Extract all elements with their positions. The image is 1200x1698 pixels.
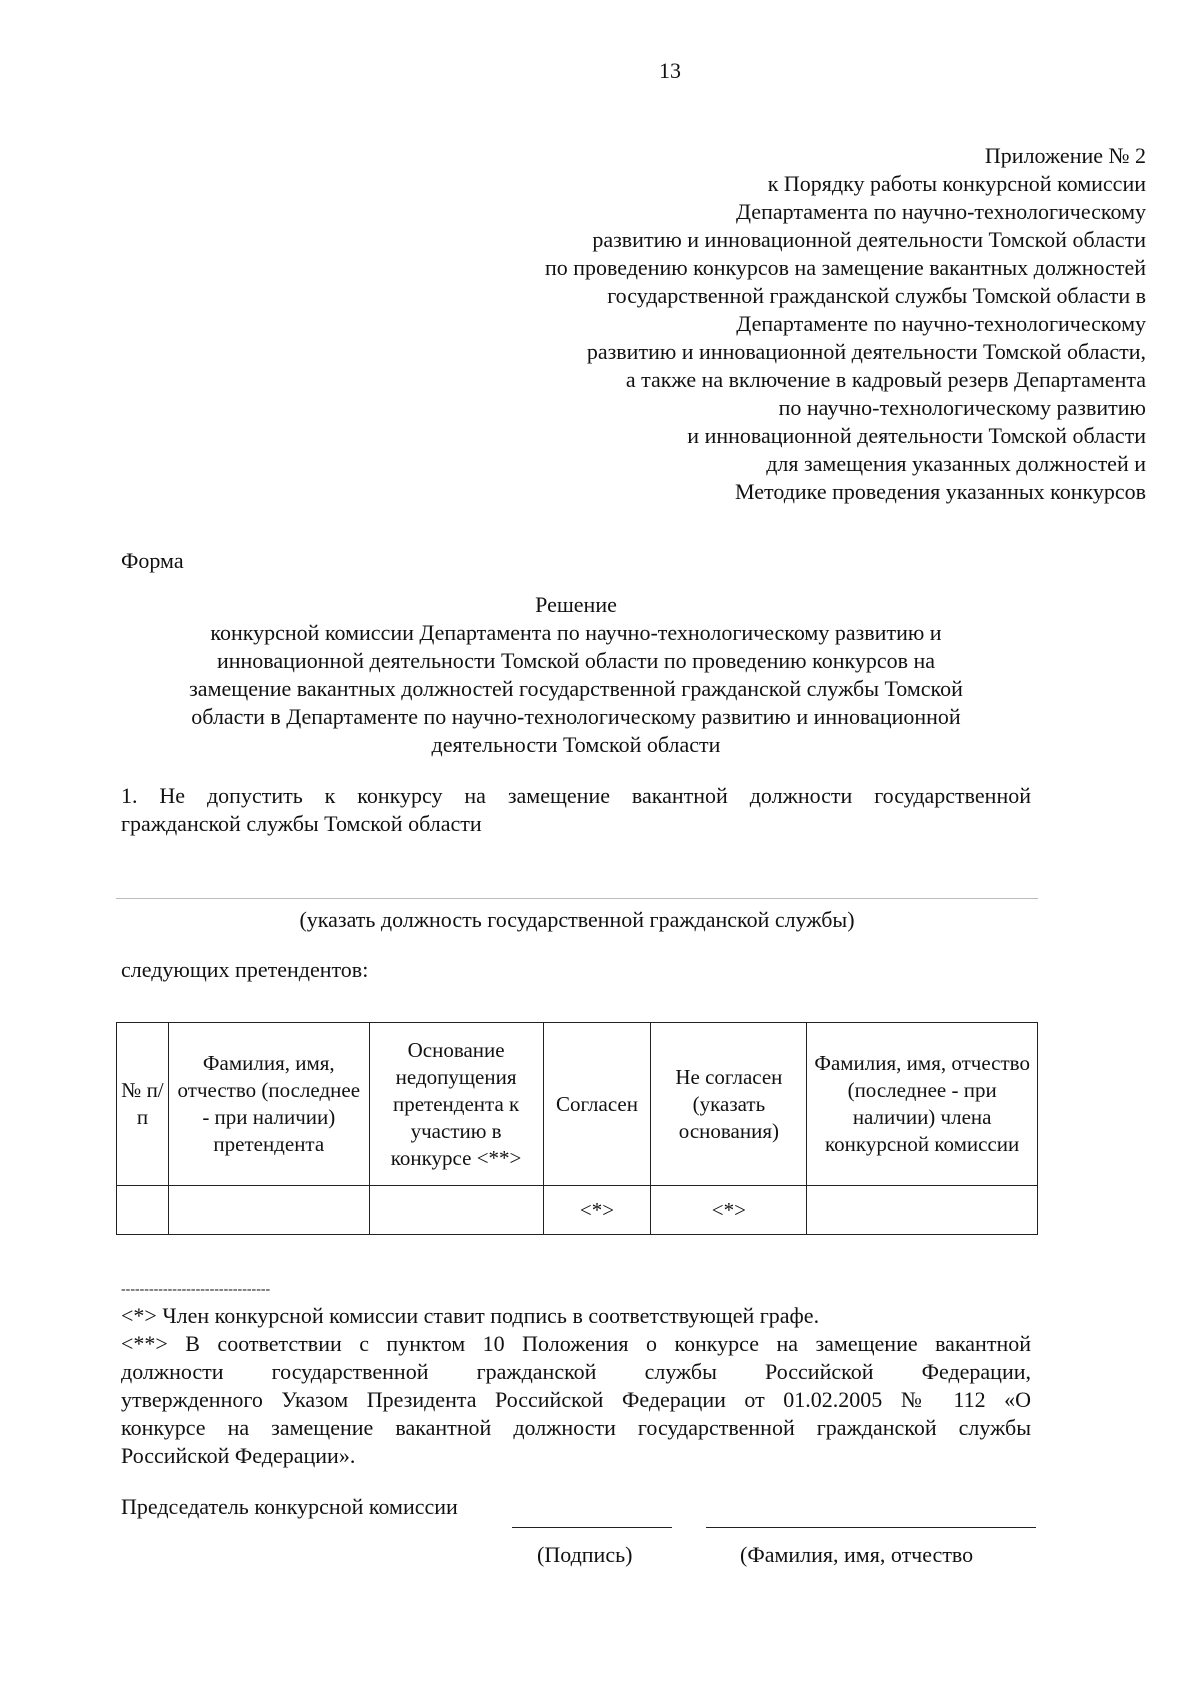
decision-title-line: замещение вакантных должностей государственной гражданской службы Томской [189,676,963,701]
form-label: Форма [121,548,184,573]
appendix-line: к Порядку работы конкурсной комиссии [767,171,1146,196]
name-caption: (Фамилия, имя, отчество [740,1542,974,1567]
appendix-line: Методике проведения указанных конкурсов [734,479,1146,504]
footnote-2-line: Российской Федерации». [121,1443,356,1468]
cell-number [117,1186,169,1235]
footnote-1: <*> Член конкурсной комиссии ставит подпись в соответствующей графе. [121,1303,820,1328]
table-header-row [117,1023,1038,1186]
cell-rejection-reason [369,1186,543,1235]
cell-agree: <*> [543,1186,651,1235]
clause-1-line: 1. Не допустить к конкурсу на замещение вакантной должности государственной [121,783,1031,808]
header-disagree: Не согласен (указать основания) [651,1023,807,1186]
footnote-2-line: конкурсе на замещение вакантной должности государственной гражданской службы [121,1415,1031,1440]
footnotes [121,1302,1031,1470]
appendix-line: по проведению конкурсов на замещение вакантных должностей [544,255,1146,280]
decision-title [121,591,1031,759]
appendix-line: и инновационной деятельности Томской области [687,423,1146,448]
cell-applicant-name [168,1186,369,1235]
header-agree: Согласен [543,1023,651,1186]
appendix-line: государственной гражданской службы Томской области в [607,283,1146,308]
header-applicant-name: Фамилия, имя, отчество (последнее - при наличии) претендента [168,1023,369,1186]
footnote-2-line: утвержденного Указом Президента Российской Федерации от 01.02.2005 № 112 «О [121,1387,1031,1412]
footnote-2-line: должности государственной гражданской службы Российской Федерации, [121,1359,1031,1384]
applicants-label: следующих претендентов: [121,957,369,982]
applicants-table [116,1022,1038,1235]
position-fill-line [116,898,1038,899]
appendix-line: развитию и инновационной деятельности Томской области [592,227,1146,252]
appendix-line: Приложение № 2 [984,143,1146,168]
appendix-line: по научно-технологическому развитию [778,395,1146,420]
table-row [117,1186,1038,1235]
decision-title-line: конкурсной комиссии Департамента по научно-технологическому развитию и [210,620,942,645]
header-number: № п/п [117,1023,169,1186]
position-caption: (указать должность государственной гражданской службы) [299,907,855,932]
clause-1 [121,782,1031,838]
name-line [706,1527,1036,1528]
appendix-line: Департаменте по научно-технологическому [736,311,1146,336]
signature-caption: (Подпись) [537,1542,633,1567]
decision-title-line: инновационной деятельности Томской области по проведению конкурсов на [216,648,936,673]
appendix-line: Департамента по научно-технологическому [736,199,1146,224]
decision-title-line: области в Департаменте по научно-технологическому развитию и инновационной [191,704,961,729]
header-rejection-reason: Основание недопущения претендента к участию в конкурсе <**> [369,1023,543,1186]
signature-line [512,1527,672,1528]
appendix-header [346,142,1146,506]
appendix-line: развитию и инновационной деятельности Томской области, [586,339,1146,364]
decision-title-line: деятельности Томской области [431,732,721,757]
footnote-2-line: <**> В соответствии с пунктом 10 Положения о конкурсе на замещение вакантной [121,1331,1031,1356]
cell-disagree: <*> [651,1186,807,1235]
header-commission-member: Фамилия, имя, отчество (последнее - при наличии) члена конкурсной комиссии [807,1023,1038,1186]
cell-commission-member [807,1186,1038,1235]
appendix-line: а также на включение в кадровый резерв Департамента [625,367,1146,392]
clause-1-line: гражданской службы Томской области [121,811,482,836]
page-number: 13 [659,58,681,83]
footnote-separator: -------------------------------- [121,1282,271,1297]
appendix-line: для замещения указанных должностей и [766,451,1146,476]
decision-title-line: Решение [535,592,617,617]
chair-label: Председатель конкурсной комиссии [121,1494,458,1519]
